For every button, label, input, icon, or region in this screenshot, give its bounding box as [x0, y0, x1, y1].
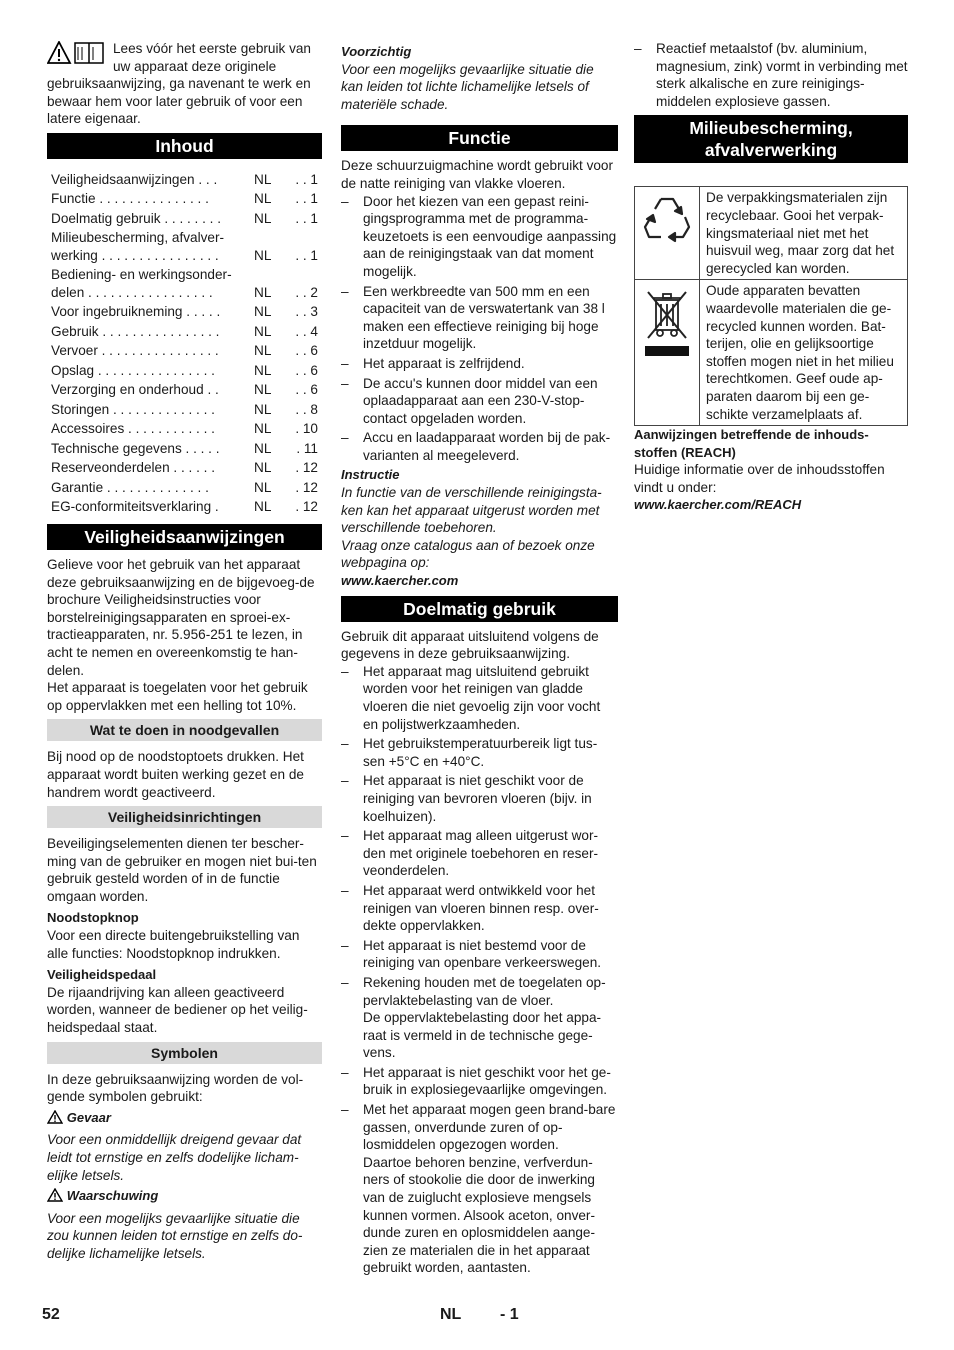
toc-title: Voor ingebruikneming . . . . . — [51, 304, 221, 320]
reach-text: Huidige informatie over de inhoudsstoffen vindt u onder: — [634, 462, 885, 495]
list-item: – Reactief metaalstof (bv. aluminium, magnesium, zink) vormt in verbinding met sterk alkalische en zure reinigings-middelen explosieve gassen. — [634, 40, 908, 110]
toc-language: NL — [254, 440, 272, 456]
emergency-stop-text: Voor een directe buitengebruikstelling van alle functies: Noodstopknop indrukken. — [47, 928, 300, 961]
toc-page: . . 6 — [295, 362, 318, 378]
emergency-stop-heading: Noodstopknop — [47, 910, 139, 926]
table-row — [635, 280, 908, 426]
toc-row[interactable] — [47, 321, 322, 341]
list-item — [341, 1101, 618, 1277]
toc-title: Gebruik . . . . . . . . . . . . . . . . — [51, 323, 220, 339]
safety-paragraph-2: Het apparaat is toegelaten voor het gebruik op oppervlakken met een helling tot 10%. — [47, 680, 308, 713]
toc-page: . 12 — [295, 499, 318, 515]
toc-title: Technische gegevens . . . . . — [51, 440, 220, 456]
toc-language: NL — [254, 210, 272, 226]
toc-row[interactable] — [47, 379, 322, 399]
gas-item-text: Met het apparaat mogen geen brand-bare gassen, onverdunde zuren of op-losmiddelen opgezogen worden. — [363, 1102, 616, 1153]
safety-pedal-heading: Veiligheidspedaal — [47, 967, 157, 983]
toc-title: Veiligheidsaanwijzingen . . . — [51, 171, 218, 187]
toc-page: . . 1 — [295, 247, 318, 263]
recycling-icon — [635, 187, 700, 280]
toc-page: . . 4 — [295, 323, 318, 339]
symbols-text: In deze gebruiksaanwijzing worden de vol-gende symbolen gebruikt: — [47, 1071, 304, 1105]
danger-text: Voor een onmiddellijk dreigend gevaar dat leidt tot ernstige en zelfs dodelijke licham-elijke letsels. — [47, 1132, 302, 1183]
toc-title: Accessoires . . . . . . . . . . . . — [51, 421, 215, 437]
warning-text: Voor een mogelijks gevaarlijke situatie die zou kunnen leiden tot ernstige en zelfs do-delijke lichamelijke letsels. — [47, 1210, 303, 1261]
table-row — [635, 187, 908, 280]
toc-row[interactable] — [47, 438, 322, 458]
toc-page: . . 1 — [295, 191, 318, 207]
toc-title: Reserveonderdelen . . . . . . — [51, 460, 215, 476]
recycling-text: De verpakkingsmaterialen zijn recyclebaar. Gooi het verpak-kingsmateriaal niet met het huisvuil weg, maar zorg dat het gerecycled kan worden. — [700, 187, 908, 280]
list-item: – Het gebruikstemperatuurbereik ligt tus-sen +5°C en +40°C. — [341, 735, 618, 770]
toc-language: NL — [254, 382, 272, 398]
instruction-label: Instructie — [341, 467, 400, 483]
list-item: – Het apparaat is niet geschikt voor de reiniging van bevroren vloeren (bijv. in koelhuizen). — [341, 772, 618, 825]
footer-subpage: - 1 — [500, 1306, 519, 1323]
toc-row[interactable] — [47, 418, 322, 438]
toc-page: . . 6 — [295, 382, 318, 398]
table-of-contents — [47, 171, 322, 516]
toc-language: NL — [254, 401, 272, 417]
function-heading: Functie — [341, 125, 618, 151]
toc-row[interactable] — [47, 360, 322, 380]
warning-triangle-icon — [47, 1110, 63, 1129]
toc-title: EG-conformiteitsverklaring . — [51, 499, 219, 515]
toc-row[interactable] — [47, 188, 322, 208]
intended-use-list — [341, 663, 618, 1277]
toc-language: NL — [254, 323, 272, 339]
warning-triangle-icon — [47, 1188, 63, 1207]
toc-page: . 12 — [295, 460, 318, 476]
toc-title: Garantie . . . . . . . . . . . . . . — [51, 479, 209, 495]
danger-label: Gevaar — [66, 1109, 111, 1125]
toc-row[interactable] — [47, 171, 322, 189]
toc-language: NL — [254, 191, 272, 207]
list-item: – Het apparaat mag alleen uitgerust wor-den met originele toebehoren en reser-veonderdelen. — [341, 827, 618, 880]
toc-page: . . 2 — [295, 284, 318, 300]
danger-line — [47, 1109, 322, 1129]
toc-page: . . 1 — [295, 210, 318, 226]
toc-title: Doelmatig gebruik . . . . . . . . — [51, 210, 221, 226]
warning-book-icon — [47, 41, 107, 70]
toc-language: NL — [254, 304, 272, 320]
toc-language: NL — [254, 362, 272, 378]
toc-language: NL — [254, 171, 272, 187]
list-item: – De accu's kunnen door middel van een oplaadapparaat aan een 230-V-stop-contact opgeladen worden. — [341, 375, 618, 428]
list-item: – Accu en laadapparaat worden bij de pak-varianten al meegeleverd. — [341, 429, 618, 464]
toc-page: . 11 — [296, 440, 318, 456]
list-item: – Het apparaat is zelfrijdend. — [341, 355, 618, 373]
toc-row[interactable] — [47, 399, 322, 419]
toc-page: . . 6 — [295, 343, 318, 359]
toc-title: Milieubescherming, afvalver-werking . . . . . . . . . . . . . . . . — [51, 230, 225, 263]
reach-heading: Aanwijzingen betreffende de inhouds-stoffen (REACH) — [634, 427, 869, 460]
catalog-text: Vraag onze catalogus aan of bezoek onze webpagina op: — [341, 537, 595, 571]
page-number: 52 — [42, 1306, 60, 1323]
instruction-text: In functie van de verschillende reinigingsta-ken kan het apparaat uitgerust worden met verschillende toebehoren. — [341, 485, 602, 536]
toc-title: Bediening- en werkingsonder-delen . . . . . . . . . . . . . . . . . — [51, 267, 232, 300]
warning-label: Waarschuwing — [66, 1188, 159, 1204]
list-item: – Het apparaat werd ontwikkeld voor het reinigen van vloeren binnen resp. over-dekte oppervlakken. — [341, 882, 618, 935]
metal-dust-list — [634, 40, 908, 110]
toc-row[interactable] — [47, 301, 322, 321]
toc-row[interactable] — [47, 340, 322, 360]
safety-paragraph-1: Gelieve voor het gebruik van het apparaat deze gebruiksaanwijzing en de bijgevoeg-de brochure Veiligheidsinstructies voor borstelreinigingsapparaten en sproei-ex-tractieapparaten, nr. 5.956-251 te lezen, in acht te nemen en overeenkomstig te han-delen. — [47, 556, 315, 678]
list-item — [341, 974, 618, 1062]
list-item: – Het apparaat is niet geschikt voor het ge-bruik in explosiegevaarlijke omgevingen. — [341, 1064, 618, 1099]
toc-title: Vervoer . . . . . . . . . . . . . . . . — [51, 343, 219, 359]
function-intro: Deze schuurzuigmachine wordt gebruikt voor de natte reiniging van vlakke vloeren. — [341, 158, 614, 191]
toc-page: . . 3 — [295, 304, 318, 320]
safety-heading: Veiligheidsaanwijzingen — [47, 524, 322, 550]
old-appliances-text: Oude apparaten bevatten waardevolle materialen die ge-recycled kunnen worden. Bat-terijen, olie en gelijksoortige stoffen mogen niet in het milieu terechtkomen. Geef oude ap-paraten daarom bij een ge-schikte verzamelplaats af. — [700, 280, 908, 426]
toc-language: NL — [254, 343, 272, 359]
list-item: – Een werkbreedte van 500 mm en een capaciteit van de verswatertank van 38 l maken een effectieve reiniging bij hoge inzetduur mogelijk. — [341, 283, 618, 353]
toc-language: NL — [254, 247, 272, 263]
load-item-text: Rekening houden met de toegelaten op-pervlaktebelasting van de vloer. — [363, 974, 606, 1008]
toc-page: . . 1 — [295, 171, 318, 187]
crossed-bin-icon — [635, 280, 700, 426]
toc-row[interactable] — [47, 477, 322, 497]
caution-text: Voor een mogelijks gevaarlijke situatie die kan leiden tot lichte lichamelijke letsels of materiële schade. — [341, 61, 594, 112]
safety-devices-heading: Veiligheidsinrichtingen — [47, 806, 322, 828]
caution-label: Voorzichtig — [341, 44, 412, 59]
list-item: – Het apparaat mag uitsluitend gebruikt worden voor het reinigen van gladde vloeren die niet gevoelig zijn voor vocht en polijstwerkzaamheden. — [341, 663, 618, 733]
toc-language: NL — [254, 421, 272, 437]
toc-heading: Inhoud — [47, 133, 322, 159]
toc-language: NL — [254, 284, 272, 300]
toc-row[interactable] — [47, 264, 322, 301]
gas-note-text: Daartoe behoren benzine, verfverdun-ners of stookolie die door de inwerking van de zuiglucht explosieve mengsels kunnen vormen. Alsook aceton, onver-dunde zuren en oplosmiddelen aange-zien ze materialen die in het apparaat gebruikt worden, aantasten. — [363, 1154, 596, 1276]
function-list — [341, 193, 618, 465]
toc-page: . . 8 — [295, 401, 318, 417]
column-middle — [341, 43, 618, 1279]
column-left — [47, 40, 322, 1263]
toc-language: NL — [254, 499, 272, 515]
reach-link[interactable]: www.kaercher.com/REACH — [634, 497, 802, 513]
toc-title: Opslag . . . . . . . . . . . . . . . . — [51, 362, 215, 378]
toc-title: Verzorging en onderhoud . . — [51, 382, 219, 398]
column-right — [634, 40, 908, 514]
intro-block — [47, 40, 322, 128]
toc-language: NL — [254, 460, 272, 476]
toc-title: Functie . . . . . . . . . . . . . . . — [51, 191, 209, 207]
toc-row[interactable] — [47, 227, 322, 264]
footer-language: NL — [440, 1306, 462, 1323]
symbols-heading: Symbolen — [47, 1042, 322, 1064]
website-link[interactable]: www.kaercher.com — [341, 573, 459, 589]
toc-row[interactable] — [47, 208, 322, 228]
list-item: – Door het kiezen van een gepast reini-gingsprogramma met de programma-keuzetoets is een eenvoudige aanpassing aan de reinigingstaak van dat moment mogelijk. — [341, 193, 618, 281]
toc-row[interactable] — [47, 496, 322, 516]
toc-title: Storingen . . . . . . . . . . . . . . — [51, 401, 215, 417]
safety-devices-text: Beveiligingselementen dienen ter bescher-ming van de gebruiker en mogen niet bui-ten gebruik gesteld worden of in de functie omgaan worden. — [47, 836, 317, 904]
intro-text: Lees vóór het eerste gebruik van uw apparaat deze originele gebruiksaanwijzing, ga navenant te werk en bewaar hem voor later gebruik of voor een latere eigenaar. — [47, 41, 311, 127]
safety-pedal-text: De rijaandrijving kan alleen geactiveerd worden, wanneer de bediener op het veilig-heidspedaal staat. — [47, 984, 308, 1036]
emergency-heading: Wat te doen in noodgevallen — [47, 719, 322, 741]
toc-page: . 10 — [295, 421, 318, 437]
warning-line — [47, 1187, 322, 1207]
environment-table — [634, 186, 908, 426]
environment-heading: Milieubescherming, afvalverwerking — [634, 115, 908, 163]
intended-use-heading: Doelmatig gebruik — [341, 596, 618, 622]
load-note-text: De oppervlaktebelasting door het appa-raat is vermeld in de technische gege-vens. — [363, 1010, 602, 1061]
toc-language: NL — [254, 479, 272, 495]
toc-row[interactable] — [47, 457, 322, 477]
list-item: – Het apparaat is niet bestemd voor de reiniging van openbare verkeerswegen. — [341, 937, 618, 972]
emergency-text: Bij nood op de noodstoptoets drukken. Het apparaat wordt buiten werking gezet en de handrem wordt geactiveerd. — [47, 749, 304, 800]
toc-page: . 12 — [295, 479, 318, 495]
intended-use-intro: Gebruik dit apparaat uitsluitend volgens de gegevens in deze gebruiksaanwijzing. — [341, 628, 599, 662]
